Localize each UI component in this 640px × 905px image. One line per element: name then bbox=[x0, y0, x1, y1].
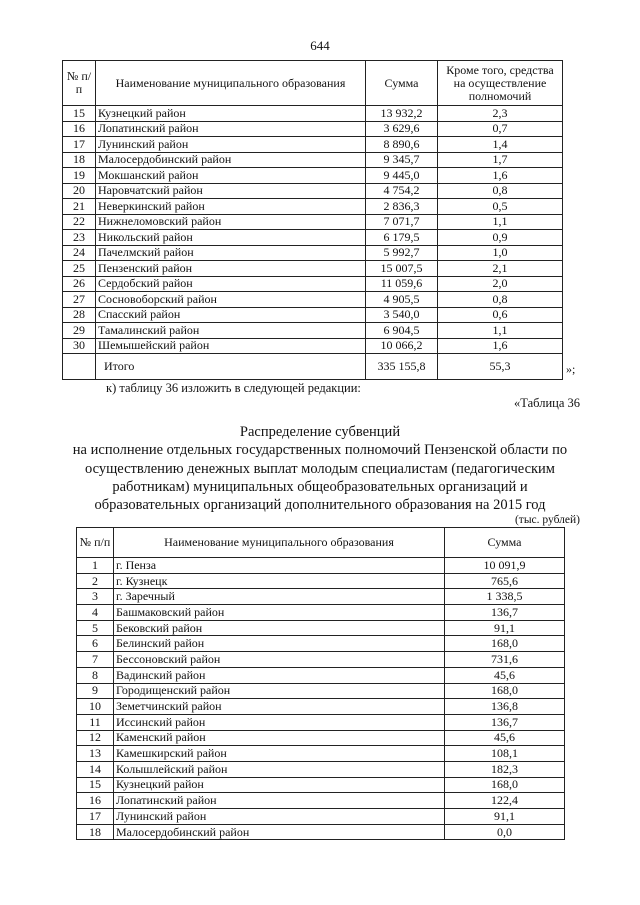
row-name: Лопатинский район bbox=[114, 793, 445, 809]
total-row bbox=[63, 354, 563, 380]
row-num: 12 bbox=[77, 730, 114, 746]
table-row bbox=[63, 261, 563, 277]
row-sum: 136,7 bbox=[445, 714, 565, 730]
row-sum: 15 007,5 bbox=[366, 261, 438, 277]
table-row bbox=[77, 746, 565, 762]
row-sum: 0,0 bbox=[445, 824, 565, 840]
table-row bbox=[63, 168, 563, 184]
row-name: Пензенский район bbox=[96, 261, 366, 277]
row-num: 24 bbox=[63, 245, 96, 261]
row-name: Сосновоборский район bbox=[96, 292, 366, 308]
table-header-row bbox=[77, 528, 565, 558]
row-num: 18 bbox=[63, 152, 96, 168]
row-extra: 1,7 bbox=[438, 152, 563, 168]
row-name: Лопатинский район bbox=[96, 121, 366, 137]
row-num: 7 bbox=[77, 652, 114, 668]
table-row bbox=[63, 245, 563, 261]
header-name: Наименование муниципального образования bbox=[114, 528, 445, 558]
row-name: Кузнецкий район bbox=[96, 106, 366, 122]
row-sum: 4 905,5 bbox=[366, 292, 438, 308]
row-sum: 5 992,7 bbox=[366, 245, 438, 261]
header-num: № п/п bbox=[63, 61, 96, 106]
row-sum: 45,6 bbox=[445, 730, 565, 746]
table-row bbox=[77, 824, 565, 840]
row-sum: 3 629,6 bbox=[366, 121, 438, 137]
row-num: 11 bbox=[77, 714, 114, 730]
table-row bbox=[63, 276, 563, 292]
row-num: 14 bbox=[77, 761, 114, 777]
row-name: Лунинский район bbox=[114, 809, 445, 825]
row-name: Нижнеломовский район bbox=[96, 214, 366, 230]
row-num: 17 bbox=[77, 809, 114, 825]
row-num: 20 bbox=[63, 183, 96, 199]
table-row bbox=[63, 183, 563, 199]
row-num: 3 bbox=[77, 589, 114, 605]
table-title-line: Распределение субвенций bbox=[239, 424, 401, 440]
row-name: Бессоновский район bbox=[114, 652, 445, 668]
row-num: 23 bbox=[63, 230, 96, 246]
row-num: 16 bbox=[63, 121, 96, 137]
row-extra: 1,0 bbox=[438, 245, 563, 261]
row-name: Шемышейский район bbox=[96, 338, 366, 354]
row-extra: 1,6 bbox=[438, 168, 563, 184]
row-name: Иссинский район bbox=[114, 714, 445, 730]
row-extra: 0,8 bbox=[438, 292, 563, 308]
row-num: 17 bbox=[63, 137, 96, 153]
row-sum: 8 890,6 bbox=[366, 137, 438, 153]
row-sum: 11 059,6 bbox=[366, 276, 438, 292]
row-sum: 2 836,3 bbox=[366, 199, 438, 215]
table-row bbox=[77, 683, 565, 699]
table-row bbox=[63, 137, 563, 153]
row-name: г. Пенза bbox=[114, 558, 445, 574]
row-sum: 731,6 bbox=[445, 652, 565, 668]
row-num: 18 bbox=[77, 824, 114, 840]
table-row bbox=[63, 199, 563, 215]
row-name: Башмаковский район bbox=[114, 605, 445, 621]
row-sum: 168,0 bbox=[445, 777, 565, 793]
row-name: Пачелмский район bbox=[96, 245, 366, 261]
row-num: 10 bbox=[77, 699, 114, 715]
table-row bbox=[77, 573, 565, 589]
row-sum: 6 179,5 bbox=[366, 230, 438, 246]
row-name: Белинский район bbox=[114, 636, 445, 652]
row-num: 25 bbox=[63, 261, 96, 277]
row-name: Вадинский район bbox=[114, 667, 445, 683]
row-extra: 0,9 bbox=[438, 230, 563, 246]
row-num: 16 bbox=[77, 793, 114, 809]
table-row bbox=[63, 214, 563, 230]
row-sum: 108,1 bbox=[445, 746, 565, 762]
row-name: Малосердобинский район bbox=[114, 824, 445, 840]
row-name: Сердобский район bbox=[96, 276, 366, 292]
row-num: 22 bbox=[63, 214, 96, 230]
table-row bbox=[77, 605, 565, 621]
row-num: 5 bbox=[77, 620, 114, 636]
page-number: 644 bbox=[310, 38, 330, 53]
table-row bbox=[63, 323, 563, 339]
table-row bbox=[63, 121, 563, 137]
row-sum: 136,8 bbox=[445, 699, 565, 715]
table-title-line: работникам) муниципальных общеобразовательных организаций и bbox=[112, 479, 528, 495]
row-name: Наровчатский район bbox=[96, 183, 366, 199]
row-name: Спасский район bbox=[96, 307, 366, 323]
table-row bbox=[77, 636, 565, 652]
row-extra: 2,0 bbox=[438, 276, 563, 292]
table-row bbox=[77, 620, 565, 636]
table-row bbox=[63, 152, 563, 168]
header-sum: Сумма bbox=[366, 61, 438, 106]
row-extra: 0,5 bbox=[438, 199, 563, 215]
row-name: Колышлейский район bbox=[114, 761, 445, 777]
row-sum: 10 091,9 bbox=[445, 558, 565, 574]
row-num: 28 bbox=[63, 307, 96, 323]
row-sum: 45,6 bbox=[445, 667, 565, 683]
row-name: Городищенский район bbox=[114, 683, 445, 699]
table-title-line: осуществлению денежных выплат молодым специалистам (педагогическим bbox=[85, 461, 555, 477]
row-name: г. Кузнецк bbox=[114, 573, 445, 589]
row-num: 8 bbox=[77, 667, 114, 683]
row-sum: 6 904,5 bbox=[366, 323, 438, 339]
row-num: 9 bbox=[77, 683, 114, 699]
row-sum: 168,0 bbox=[445, 636, 565, 652]
table-row bbox=[77, 761, 565, 777]
table-36 bbox=[76, 527, 565, 840]
row-sum: 9 345,7 bbox=[366, 152, 438, 168]
row-num: 30 bbox=[63, 338, 96, 354]
row-name: Никольский район bbox=[96, 230, 366, 246]
row-num: 27 bbox=[63, 292, 96, 308]
row-sum: 168,0 bbox=[445, 683, 565, 699]
row-sum: 10 066,2 bbox=[366, 338, 438, 354]
row-sum: 91,1 bbox=[445, 620, 565, 636]
row-name: Кузнецкий район bbox=[114, 777, 445, 793]
row-num: 6 bbox=[77, 636, 114, 652]
table-row bbox=[77, 558, 565, 574]
row-sum: 122,4 bbox=[445, 793, 565, 809]
row-num: 2 bbox=[77, 573, 114, 589]
header-extra: Кроме того, средства на осуществление полномочий bbox=[438, 61, 563, 106]
table-row bbox=[63, 230, 563, 246]
row-num: 21 bbox=[63, 199, 96, 215]
table-row bbox=[63, 106, 563, 122]
total-extra: 55,3 bbox=[438, 354, 563, 380]
row-name: Земетчинский район bbox=[114, 699, 445, 715]
row-num: 15 bbox=[77, 777, 114, 793]
row-extra: 0,7 bbox=[438, 121, 563, 137]
table-row bbox=[77, 589, 565, 605]
row-num: 26 bbox=[63, 276, 96, 292]
row-sum: 13 932,2 bbox=[366, 106, 438, 122]
row-sum: 9 445,0 bbox=[366, 168, 438, 184]
header-name: Наименование муниципального образования bbox=[96, 61, 366, 106]
row-sum: 4 754,2 bbox=[366, 183, 438, 199]
row-extra: 0,8 bbox=[438, 183, 563, 199]
row-sum: 136,7 bbox=[445, 605, 565, 621]
header-sum: Сумма bbox=[445, 528, 565, 558]
table-row bbox=[77, 667, 565, 683]
table-row bbox=[77, 714, 565, 730]
row-name: Каменский район bbox=[114, 730, 445, 746]
row-num: 4 bbox=[77, 605, 114, 621]
row-name: Мокшанский район bbox=[96, 168, 366, 184]
header-num: № п/п bbox=[77, 528, 114, 558]
row-extra: 2,3 bbox=[438, 106, 563, 122]
row-num: 19 bbox=[63, 168, 96, 184]
table-row bbox=[77, 809, 565, 825]
row-num: 13 bbox=[77, 746, 114, 762]
row-name: Бековский район bbox=[114, 620, 445, 636]
table-title-line: образовательных организаций дополнительного образования на 2015 год bbox=[94, 497, 546, 513]
total-label: Итого bbox=[96, 354, 366, 380]
row-extra: 1,1 bbox=[438, 214, 563, 230]
row-extra: 1,6 bbox=[438, 338, 563, 354]
table-reference: «Таблица 36 bbox=[514, 396, 580, 410]
row-num: 15 bbox=[63, 106, 96, 122]
row-sum: 1 338,5 bbox=[445, 589, 565, 605]
table-header-row bbox=[63, 61, 563, 106]
table-row bbox=[77, 793, 565, 809]
row-num: 29 bbox=[63, 323, 96, 339]
row-sum: 765,6 bbox=[445, 573, 565, 589]
row-sum: 7 071,7 bbox=[366, 214, 438, 230]
table-row bbox=[63, 292, 563, 308]
table-row bbox=[63, 307, 563, 323]
row-name: Неверкинский район bbox=[96, 199, 366, 215]
table-title-line: на исполнение отдельных государственных полномочий Пензенской области по bbox=[72, 442, 568, 458]
row-name: г. Заречный bbox=[114, 589, 445, 605]
row-extra: 1,4 bbox=[438, 137, 563, 153]
row-num: 1 bbox=[77, 558, 114, 574]
table-subsidies-continued bbox=[62, 60, 563, 380]
row-name: Малосердобинский район bbox=[96, 152, 366, 168]
row-extra: 2,1 bbox=[438, 261, 563, 277]
table-row bbox=[77, 652, 565, 668]
row-name: Лунинский район bbox=[96, 137, 366, 153]
total-sum: 335 155,8 bbox=[366, 354, 438, 380]
row-sum: 91,1 bbox=[445, 809, 565, 825]
row-sum: 182,3 bbox=[445, 761, 565, 777]
table-row bbox=[77, 777, 565, 793]
row-extra: 0,6 bbox=[438, 307, 563, 323]
row-sum: 3 540,0 bbox=[366, 307, 438, 323]
units-label: (тыс. рублей) bbox=[514, 514, 580, 526]
closing-quote: »; bbox=[566, 362, 576, 376]
row-name: Тамалинский район bbox=[96, 323, 366, 339]
table-row bbox=[77, 699, 565, 715]
row-name: Камешкирский район bbox=[114, 746, 445, 762]
table-row bbox=[77, 730, 565, 746]
instruction-text: к) таблицу 36 изложить в следующей редакции: bbox=[106, 381, 361, 395]
table-row bbox=[63, 338, 563, 354]
row-extra: 1,1 bbox=[438, 323, 563, 339]
